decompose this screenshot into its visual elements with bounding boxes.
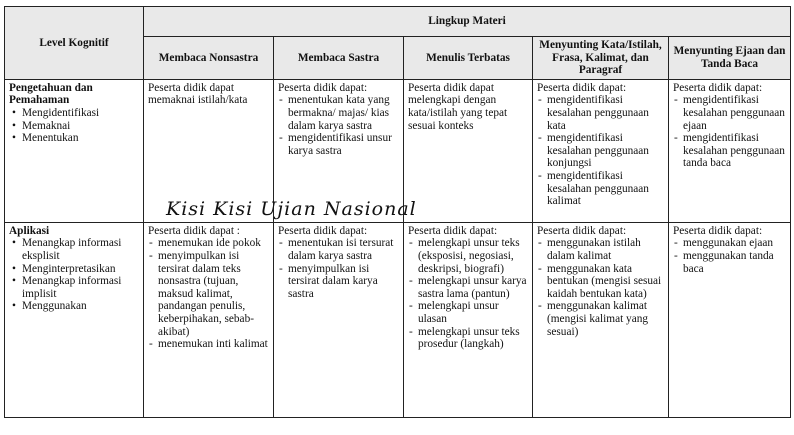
cell-intro: Peserta didik dapat:	[673, 224, 763, 237]
cell-intro: Peserta didik dapat :	[148, 224, 240, 237]
cell-intro: Peserta didik dapat:	[537, 224, 627, 237]
cell-item: - mengidentifikasi kesalahan penggunaan ejaan	[673, 94, 786, 132]
level-subitem: • Mengidentifikasi	[9, 107, 139, 120]
cell-list	[408, 237, 528, 350]
column-header: Membaca Nonsastra	[144, 37, 274, 80]
cell-item: - menggunakan kalimat (mengisi kalimat yang sesuai)	[537, 300, 664, 338]
cell-item: - melengkapi unsur karya sastra lama (pantun)	[408, 275, 528, 300]
level-title: Pengetahuan dan Pemahaman	[9, 81, 93, 107]
cell-intro: Peserta didik dapat melengkapi dengan kata/istilah yang tepat sesuai konteks	[408, 81, 508, 132]
scope-cell	[533, 222, 669, 417]
cell-intro: Peserta didik dapat:	[278, 81, 368, 94]
cell-list	[278, 94, 399, 157]
cell-item: - menemukan inti kalimat	[148, 338, 269, 351]
level-subitem: • Menginterpretasikan	[9, 263, 139, 276]
column-header: Membaca Sastra	[274, 37, 404, 80]
cell-intro: Peserta didik dapat:	[278, 224, 368, 237]
cell-item: - menentukan isi tersurat dalam karya sastra	[278, 237, 399, 262]
cell-list	[673, 94, 786, 170]
cell-item: - melengkapi unsur teks (eksposisi, negosiasi, deskripsi, biografi)	[408, 237, 528, 275]
scope-cell	[274, 222, 404, 417]
level-cell	[5, 222, 144, 417]
level-cell	[5, 79, 144, 222]
header-level: Level Kognitif	[5, 7, 144, 80]
cell-intro: Peserta didik dapat:	[408, 224, 498, 237]
cell-item: - mengidentifikasi unsur karya sastra	[278, 132, 399, 157]
cell-item: - menentukan kata yang bermakna/ majas/ kias dalam karya sastra	[278, 94, 399, 132]
scope-cell	[404, 222, 533, 417]
level-subitem: • Menentukan	[9, 132, 139, 145]
level-title: Aplikasi	[9, 224, 50, 237]
cell-list	[673, 237, 786, 275]
level-sublist	[9, 107, 139, 145]
cell-item: - mengidentifikasi kesalahan penggunaan kata	[537, 94, 664, 132]
column-header: Menyunting Ejaan dan Tanda Baca	[669, 37, 791, 80]
cell-list	[148, 237, 269, 350]
cell-item: - mengidentifikasi kesalahan penggunaan kalimat	[537, 170, 664, 208]
scope-cell	[533, 79, 669, 222]
level-subitem: • Menangkap informasi implisit	[9, 275, 139, 300]
scope-cell	[669, 222, 791, 417]
cell-item: - menemukan ide pokok	[148, 237, 269, 250]
column-header: Menyunting Kata/Istilah, Frasa, Kalimat, dan Paragraf	[533, 37, 669, 80]
cell-list	[537, 94, 664, 207]
watermark: Kisi Kisi Ujian Nasional	[166, 198, 417, 220]
cell-item: - mengidentifikasi kesalahan penggunaan tanda baca	[673, 132, 786, 170]
cell-list	[278, 237, 399, 300]
scope-cell	[404, 79, 533, 222]
column-header: Menulis Terbatas	[404, 37, 533, 80]
cell-item: - menggunakan ejaan	[673, 237, 786, 250]
cell-item: - mengidentifikasi kesalahan penggunaan konjungsi	[537, 132, 664, 170]
level-subitem: • Menggunakan	[9, 300, 139, 313]
cell-item: - menggunakan istilah dalam kalimat	[537, 237, 664, 262]
level-sublist	[9, 237, 139, 313]
scope-cell	[144, 222, 274, 417]
cell-item: - melengkapi unsur teks prosedur (langkah)	[408, 326, 528, 351]
cell-item: - menyimpulkan isi tersirat dalam teks nonsastra (tujuan, maksud kalimat, pandangan penulis, keberpihakan, sebab-akibat)	[148, 250, 269, 338]
cell-intro: Peserta didik dapat:	[537, 81, 627, 94]
level-subitem: • Memaknai	[9, 120, 139, 133]
scope-cell	[669, 79, 791, 222]
header-scope: Lingkup Materi	[144, 7, 791, 37]
cell-intro: Peserta didik dapat memaknai istilah/kata	[148, 81, 248, 107]
cell-list	[537, 237, 664, 338]
cell-item: - menggunakan tanda baca	[673, 250, 786, 275]
cell-item: - melengkapi unsur ulasan	[408, 300, 528, 325]
cell-item: - menggunakan kata bentukan (mengisi sesuai kaidah bentukan kata)	[537, 263, 664, 301]
cell-item: - menyimpulkan isi tersirat dalam karya sastra	[278, 263, 399, 301]
level-subitem: • Menangkap informasi eksplisit	[9, 237, 139, 262]
cell-intro: Peserta didik dapat:	[673, 81, 763, 94]
